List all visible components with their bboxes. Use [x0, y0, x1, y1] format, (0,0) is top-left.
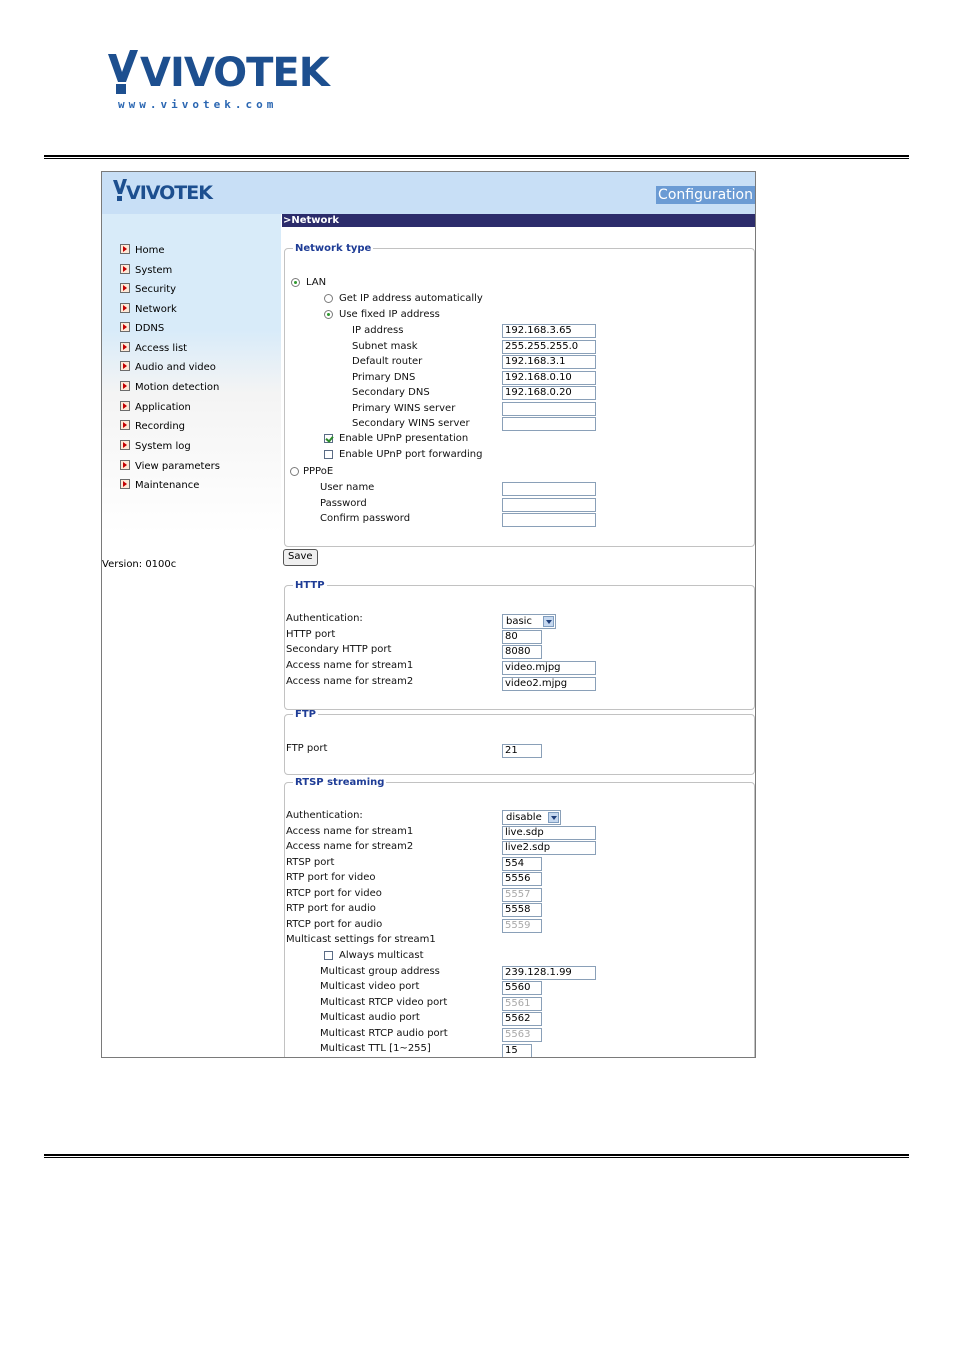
menu-arrow-icon: [120, 264, 130, 274]
menu-arrow-icon: [120, 440, 130, 450]
lan-radio[interactable]: [291, 278, 300, 287]
menu-arrow-icon: [120, 283, 130, 293]
sidebar-item-security[interactable]: Security: [120, 282, 176, 298]
sidebar-item-view-parameters[interactable]: View parameters: [120, 459, 220, 475]
rtp-audio-input[interactable]: 5558: [502, 903, 542, 917]
primary-wins-input[interactable]: [502, 402, 596, 416]
ftp-port-label: FTP port: [286, 743, 328, 754]
pppoe-radio[interactable]: [290, 467, 299, 476]
pppoe-confirm-label: Confirm password: [320, 513, 411, 524]
rtsp-stream1-input[interactable]: live.sdp: [502, 826, 596, 840]
rtsp-auth-select[interactable]: disable: [502, 810, 561, 825]
multicast-audio-port-label: Multicast audio port: [320, 1012, 420, 1023]
top-rule: [44, 155, 909, 159]
chevron-down-icon: [543, 616, 554, 627]
logo-url: www.vivotek.com: [118, 98, 278, 111]
breadcrumb: >Network: [282, 214, 756, 227]
auto-ip-label: Get IP address automatically: [339, 293, 483, 304]
sidebar-item-home[interactable]: Home: [120, 243, 165, 259]
section-legend: Network type: [295, 243, 372, 254]
multicast-rtcp-video-label: Multicast RTCP video port: [320, 997, 448, 1008]
http-stream1-label: Access name for stream1: [286, 660, 414, 671]
pppoe-password-label: Password: [320, 498, 367, 509]
rtsp-stream2-input[interactable]: live2.sdp: [502, 841, 596, 855]
sidebar-item-access-list[interactable]: Access list: [120, 341, 187, 357]
fixed-ip-radio[interactable]: [324, 310, 333, 319]
ip-address-input[interactable]: 192.168.3.65: [502, 324, 596, 338]
http-auth-label: Authentication:: [286, 613, 363, 624]
ftp-section: [284, 709, 755, 775]
menu-arrow-icon: [120, 381, 130, 391]
menu-arrow-icon: [120, 303, 130, 313]
multicast-rtcp-audio-input: 5563: [502, 1028, 542, 1042]
http-stream2-label: Access name for stream2: [286, 676, 414, 687]
main-content: [282, 214, 756, 1058]
default-router-label: Default router: [352, 356, 423, 367]
section-legend: RTSP streaming: [295, 777, 385, 788]
rtp-video-label: RTP port for video: [286, 872, 376, 883]
menu-arrow-icon: [120, 322, 130, 332]
pppoe-password-input[interactable]: [502, 498, 596, 512]
rtsp-stream1-label: Access name for stream1: [286, 826, 414, 837]
pppoe-label: PPPoE: [303, 466, 334, 477]
always-multicast-label: Always multicast: [339, 950, 424, 961]
multicast-group-input[interactable]: 239.128.1.99: [502, 966, 596, 980]
sidebar-item-audio-video[interactable]: Audio and video: [120, 360, 216, 376]
always-multicast-checkbox[interactable]: [324, 951, 333, 960]
multicast-group-label: Multicast group address: [320, 966, 440, 977]
section-legend: FTP: [295, 709, 316, 720]
multicast-heading: Multicast settings for stream1: [286, 934, 436, 945]
menu-arrow-icon: [120, 401, 130, 411]
primary-wins-label: Primary WINS server: [352, 403, 456, 414]
sidebar-item-ddns[interactable]: DDNS: [120, 321, 164, 337]
logo-wordmark: VIVOTEK: [140, 50, 329, 96]
page-title: Configuration: [658, 187, 753, 203]
http-stream2-input[interactable]: video2.mjpg: [502, 677, 596, 691]
http-stream1-input[interactable]: video.mjpg: [502, 661, 596, 675]
sidebar-item-recording[interactable]: Recording: [120, 419, 185, 435]
menu-arrow-icon: [120, 342, 130, 352]
rtsp-port-input[interactable]: 554: [502, 857, 542, 871]
multicast-video-port-label: Multicast video port: [320, 981, 420, 992]
pppoe-username-label: User name: [320, 482, 375, 493]
pppoe-username-input[interactable]: [502, 482, 596, 496]
http-port-label: HTTP port: [286, 629, 336, 640]
ftp-port-input[interactable]: 21: [502, 744, 542, 758]
http-auth-select[interactable]: basic: [502, 614, 556, 629]
fixed-ip-label: Use fixed IP address: [339, 309, 440, 320]
sidebar-item-maintenance[interactable]: Maintenance: [120, 478, 199, 494]
upnp-presentation-label: Enable UPnP presentation: [339, 433, 469, 444]
rtp-audio-label: RTP port for audio: [286, 903, 376, 914]
upnp-forwarding-checkbox[interactable]: [324, 450, 333, 459]
bottom-rule: [44, 1154, 909, 1158]
sidebar: [102, 214, 281, 1058]
rtsp-stream2-label: Access name for stream2: [286, 841, 414, 852]
rtcp-video-label: RTCP port for video: [286, 888, 382, 899]
secondary-http-port-label: Secondary HTTP port: [286, 644, 392, 655]
pppoe-confirm-input[interactable]: [502, 513, 596, 527]
banner: [102, 172, 755, 214]
secondary-http-port-input[interactable]: 8080: [502, 645, 542, 659]
primary-dns-label: Primary DNS: [352, 372, 416, 383]
sidebar-item-motion-detection[interactable]: Motion detection: [120, 380, 219, 396]
sidebar-item-application[interactable]: Application: [120, 400, 191, 416]
sidebar-item-system[interactable]: System: [120, 263, 172, 279]
banner-brand: VIVOTEK: [126, 182, 212, 204]
multicast-ttl-input[interactable]: 15: [502, 1044, 532, 1058]
version-label: Version: 0100c: [102, 559, 177, 570]
rtcp-audio-input: 5559: [502, 919, 542, 933]
subnet-mask-input[interactable]: 255.255.255.0: [502, 340, 596, 354]
menu-arrow-icon: [120, 479, 130, 489]
rtsp-auth-label: Authentication:: [286, 810, 363, 821]
multicast-ttl-label: Multicast TTL [1~255]: [320, 1043, 431, 1054]
save-button[interactable]: Save: [283, 549, 318, 566]
secondary-dns-input[interactable]: 192.168.0.20: [502, 386, 596, 400]
secondary-wins-label: Secondary WINS server: [352, 418, 470, 429]
auto-ip-radio[interactable]: [324, 294, 333, 303]
primary-dns-input[interactable]: 192.168.0.10: [502, 371, 596, 385]
multicast-rtcp-video-input: 5561: [502, 997, 542, 1011]
default-router-input[interactable]: 192.168.3.1: [502, 355, 596, 369]
camera-logo-icon: [104, 48, 144, 98]
ip-address-label: IP address: [352, 325, 404, 336]
vivotek-logo: [104, 48, 329, 114]
lan-label: LAN: [306, 277, 327, 288]
menu-arrow-icon: [120, 244, 130, 254]
menu-arrow-icon: [120, 460, 130, 470]
multicast-rtcp-audio-label: Multicast RTCP audio port: [320, 1028, 448, 1039]
secondary-dns-label: Secondary DNS: [352, 387, 430, 398]
menu-arrow-icon: [120, 361, 130, 371]
chevron-down-icon: [548, 812, 559, 823]
rtp-video-input[interactable]: 5556: [502, 872, 542, 886]
sidebar-item-network[interactable]: Network: [120, 302, 177, 318]
menu-arrow-icon: [120, 420, 130, 430]
upnp-forwarding-label: Enable UPnP port forwarding: [339, 449, 483, 460]
subnet-mask-label: Subnet mask: [352, 341, 418, 352]
rtsp-port-label: RTSP port: [286, 857, 335, 868]
multicast-audio-port-input[interactable]: 5562: [502, 1012, 542, 1026]
http-port-input[interactable]: 80: [502, 630, 542, 644]
configuration-window: [101, 171, 756, 1058]
rtcp-video-input: 5557: [502, 888, 542, 902]
secondary-wins-input[interactable]: [502, 417, 596, 431]
multicast-video-port-input[interactable]: 5560: [502, 981, 542, 995]
rtcp-audio-label: RTCP port for audio: [286, 919, 383, 930]
upnp-presentation-checkbox[interactable]: [324, 434, 333, 443]
sidebar-item-system-log[interactable]: System log: [120, 439, 191, 455]
section-legend: HTTP: [295, 580, 325, 591]
